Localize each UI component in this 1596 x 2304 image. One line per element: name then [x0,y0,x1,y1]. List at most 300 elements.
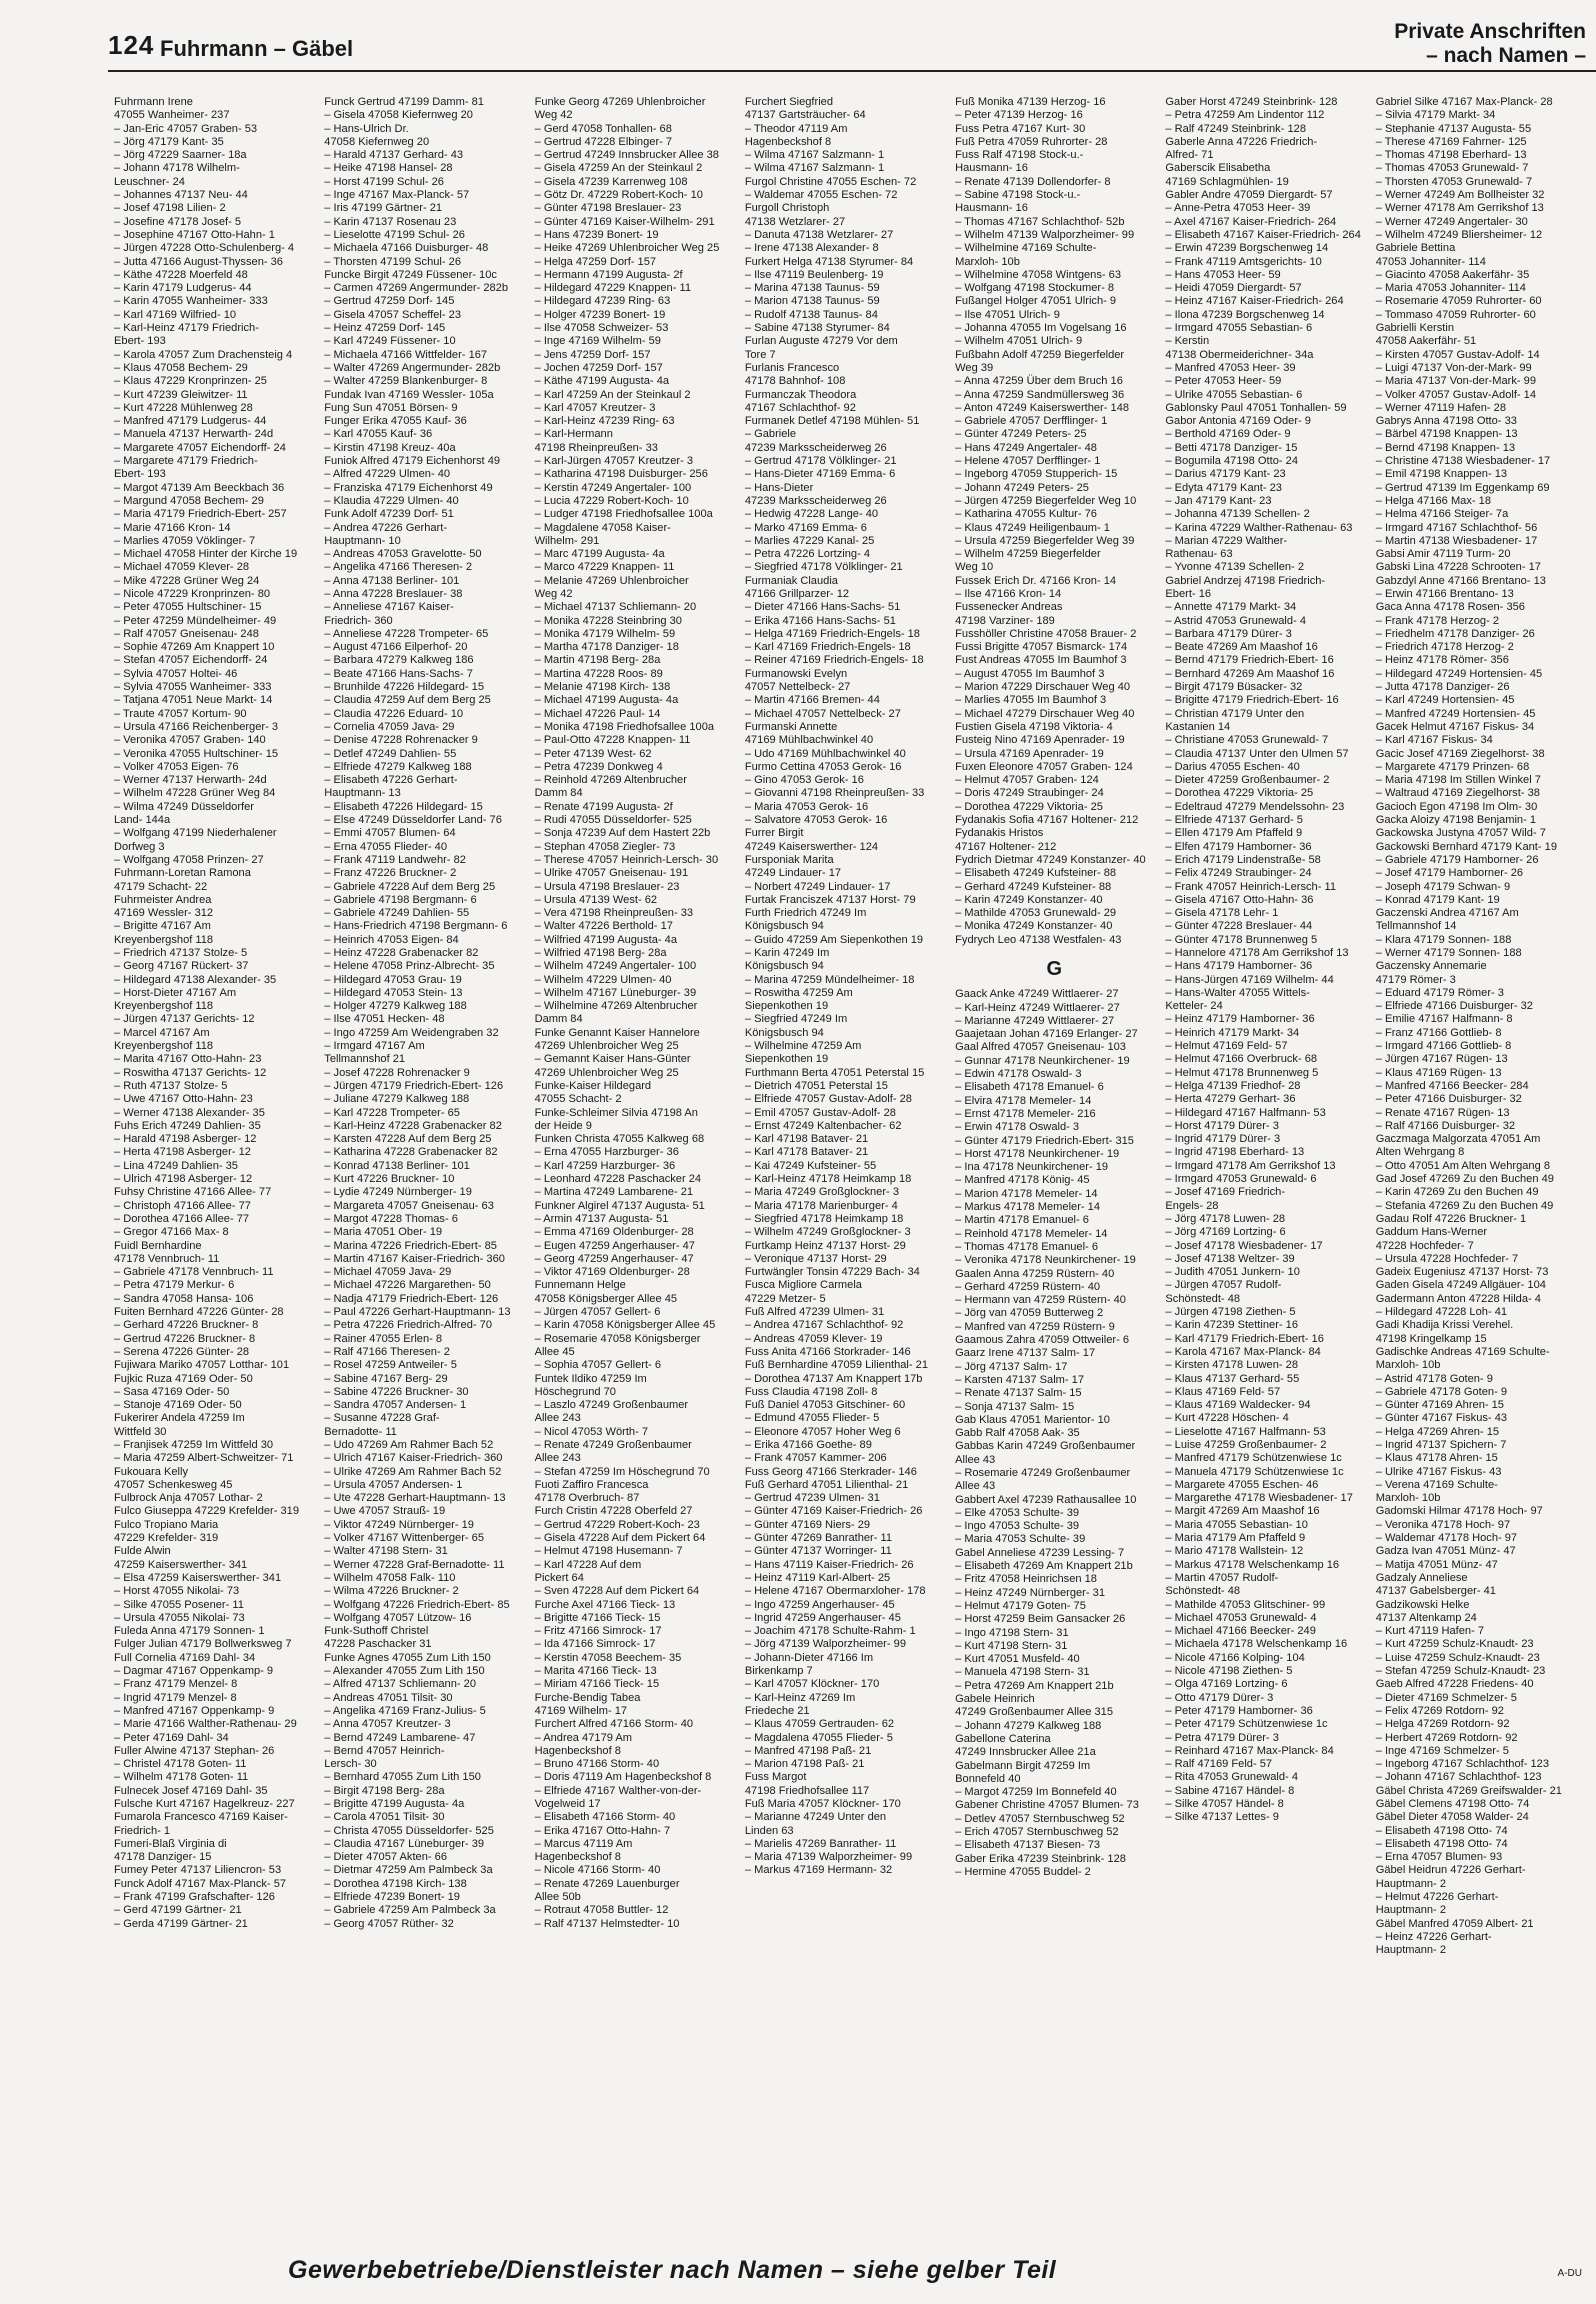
directory-entry: – Otto 47051 Am Alten Wehrgang 8 [1375,1159,1551,1172]
directory-entry: Kreyenbergshof 118 [114,1000,214,1013]
directory-entry: – Wilhelm 47139 Walporzheimer- 99 [955,228,1135,241]
directory-entry: – Katharina 47228 Grabenacker 82 [324,1146,498,1159]
directory-entry: – Marion 47178 Memeler- 14 [955,1187,1098,1200]
directory-entry: – Konrad 47138 Berliner- 101 [324,1159,470,1172]
directory-entry: – Volker 47057 Gustav-Adolf- 14 [1375,388,1537,401]
directory-entry: – Leonhard 47228 Paschacker 24 [534,1173,702,1186]
directory-entry: – Wilma 47249 Düsseldorfer [114,800,254,813]
directory-entry: Furche-Bendig Tabea [534,1691,641,1704]
directory-entry: Fung Sun 47051 Börsen- 9 [324,401,458,414]
directory-entry: – Ursula 47166 Reichenberger- 3 [114,720,279,733]
directory-entry: – Gerhard 47226 Bruckner- 8 [114,1319,259,1332]
directory-entry: – Gerd 47058 Tonhallen- 68 [534,122,672,135]
directory-entry: – Ingrid 47179 Menzel- 8 [114,1691,237,1704]
directory-entry: Ebert- 193 [114,468,166,481]
directory-entry: Fussek Erich Dr. 47166 Kron- 14 [955,574,1117,587]
directory-entry: – Gerhard 47259 Rüstern- 40 [955,1280,1101,1293]
directory-entry: – Danuta 47138 Wetzlarer- 27 [744,228,894,241]
directory-entry: – Birgit 47179 Büsacker- 32 [1165,681,1303,694]
directory-entry: – Monika 47228 Steinbring 30 [534,614,682,627]
directory-entry: – Klaus 47059 Gertrauden- 62 [744,1718,895,1731]
directory-entry: – Edyta 47179 Kant- 23 [1165,481,1282,494]
directory-entry: – Karin 47249 Im [744,947,830,959]
directory-entry: – Ulrike 47057 Gneisenau- 191 [534,867,689,880]
directory-entry: – Veronika 47055 Hultschiner- 15 [114,747,279,760]
directory-entry: – Wilfried 47198 Berg- 28a [534,947,667,959]
directory-entry: – Renate 47199 Augusta- 2f [534,800,673,813]
directory-entry: – Ingeborg 47059 Stupperich- 15 [955,468,1118,481]
directory-entry: Gackowska Justyna 47057 Wild- 7 [1375,827,1546,840]
directory-entry: – Mathilde 47053 Grunewald- 29 [955,907,1117,920]
directory-entry: 47055 Schacht- 2 [534,1093,622,1106]
directory-entry: Fuß Maria 47057 Klöckner- 170 [744,1798,901,1810]
directory-entry: – Klaus 47169 Waldecker- 94 [1165,1399,1311,1412]
directory-entry: – Josef 47228 Rohrenacker 9 [324,1066,470,1079]
directory-entry: – Erwin 47178 Oswald- 3 [955,1121,1080,1134]
directory-entry: Fuleda Anna 47179 Sonnen- 1 [114,1625,265,1638]
directory-entry: Fuß Petra 47059 Ruhrorter- 28 [955,135,1108,148]
directory-entry: – Paul-Otto 47228 Knappen- 11 [534,734,691,747]
directory-entry: – Angelika 47166 Theresen- 2 [324,561,473,574]
directory-entry: – Miriam 47166 Tieck- 15 [534,1678,660,1691]
directory-entry: Fuidl Bernhardine [114,1239,202,1252]
directory-entry: 47053 Johanniter- 114 [1375,255,1486,268]
directory-entry: – Hans 47179 Hamborner- 36 [1165,960,1313,973]
directory-entry: – Bernd 47249 Lambarene- 47 [324,1731,476,1744]
directory-entry: – Bernd 47057 Heinrich- [324,1744,445,1757]
directory-entry: – Marianne 47249 Unter den [744,1811,887,1824]
directory-entry: – Klaus 47169 Rügen- 13 [1375,1066,1502,1079]
directory-entry: Weg 42 [534,109,573,122]
directory-entry: Gaczenski Andrea 47167 Am [1375,907,1519,920]
directory-entry: – Jürgen 47167 Rügen- 13 [1375,1053,1508,1066]
directory-entry: – Ursula 47169 Apenrader- 19 [955,747,1104,760]
directory-entry: – Irmgard 47167 Am [324,1040,425,1053]
directory-entry: – Maria 47179 Friedrich-Ebert- 257 [114,508,287,521]
directory-entry: Gad Josef 47269 Zu den Buchen 49 [1375,1173,1554,1186]
directory-entry: – Manfred 47166 Beecker- 284 [1375,1079,1529,1092]
directory-entry: Gacic Josef 47169 Ziegelhorst- 38 [1375,747,1545,760]
directory-entry: – Michael 47226 Paul- 14 [534,707,661,720]
directory-entry: – Elisabeth 47249 Kufsteiner- 88 [955,867,1117,880]
directory-entry: – Werner 47137 Herwarth- 24d [114,774,267,787]
directory-entry: – Martha 47178 Danziger- 18 [534,641,679,654]
directory-entry: 47179 Schacht- 22 [114,880,208,893]
directory-entry: Gaeb Alfred 47228 Friedens- 40 [1375,1678,1534,1691]
directory-entry: – Jan-Eric 47057 Graben- 53 [114,122,258,135]
directory-entry: Wilhelm- 291 [534,534,600,547]
directory-entry: – Rosemarie 47249 Großenbaumer [955,1466,1131,1479]
directory-entry: – Günter 47178 Brunnenweg 5 [1165,933,1318,946]
directory-entry: – Udo 47169 Mühlbachwinkel 40 [744,747,906,760]
directory-entry: – Marie 47166 Kron- 14 [114,521,231,534]
directory-entry: – Gabriele 47178 Vennbruch- 11 [114,1266,274,1279]
directory-entry: – Siegfried 47178 Heimkamp 18 [744,1212,904,1225]
directory-entry: Funke Genannt Kaiser Hannelore [534,1026,700,1039]
directory-entry: – Reinhold 47178 Memeler- 14 [955,1227,1108,1240]
directory-entry: – Franz 47179 Menzel- 8 [114,1678,238,1691]
directory-entry: – Renate 47269 Lauenburger [534,1877,680,1890]
directory-entry: – Irmgard 47166 Gottlieb- 8 [1375,1040,1512,1053]
directory-entry: – Helma 47166 Steiger- 7a [1375,508,1509,521]
directory-entry: – Sonja 47137 Salm- 15 [955,1400,1075,1413]
directory-entry: – Klaudia 47229 Ulmen- 40 [324,494,459,507]
directory-entry: – Sabine 47138 Styrumer- 84 [744,322,890,335]
directory-entry: – Jörg 47179 Kant- 35 [114,135,224,148]
directory-entry: – Michael 47059 Klever- 28 [114,561,250,574]
directory-entry: – Helmut 47179 Goten- 75 [955,1599,1086,1612]
directory-entry: Fuhsy Christine 47166 Allee- 77 [114,1186,272,1199]
directory-entry: – Irmgard 47178 Am Gerrikshof 13 [1165,1159,1336,1172]
directory-entry: – Rainer 47055 Erlen- 8 [324,1332,443,1345]
directory-entry: Weg 42 [534,587,573,600]
directory-entry: 47249 Lindauer- 17 [744,867,842,880]
directory-entry: – Hildegard 47229 Knappen- 11 [534,282,692,295]
directory-entry: – Denise 47228 Rohrenacker 9 [324,734,478,747]
directory-entry: Engels- 28 [1165,1199,1219,1212]
directory-entry: Furmo Cettina 47053 Gerok- 16 [744,760,902,773]
directory-entry: – Guido 47259 Am Siepenkothen 19 [744,933,924,946]
directory-entry: – Heike 47269 Uhlenbroicher Weg 25 [534,242,720,255]
directory-entry: – Heinz 47226 Gerhart- [1375,1930,1492,1943]
directory-entry: – Karl 47178 Bataver- 21 [744,1146,869,1159]
directory-entry: Fuoti Zaffiro Francesca [534,1478,649,1491]
directory-entry: – Günter 47169 Kaiser-Wilhelm- 291 [534,215,715,228]
directory-entry: Damm 84 [534,1013,583,1026]
directory-entry: – Friedrich 47137 Stolze- 5 [114,947,248,959]
directory-entry: Funtek Ildiko 47259 Im [534,1372,647,1385]
directory-entry: – Petra 47259 Am Lindentor 112 [1165,109,1325,122]
directory-entry: – Helmut 47178 Brunnenweg 5 [1165,1066,1319,1079]
directory-entry: – Gisela 47228 Auf dem Pickert 64 [534,1532,706,1545]
directory-entry: – Jürgen 47259 Biegerfelder Weg 10 [955,494,1137,507]
directory-entry: Gadza Ivan 47051 Münz- 47 [1375,1545,1516,1558]
directory-entry: – Franz 47166 Gottlieb- 8 [1375,1026,1502,1039]
directory-entry: Fumeri-Blaß Virginia di [114,1837,227,1850]
directory-entry: – Erwin 47166 Brentano- 13 [1375,587,1514,600]
directory-entry: – Elisabeth 47198 Otto- 74 [1375,1837,1508,1850]
directory-entry: – Wilhelm 47229 Ulmen- 40 [534,973,672,986]
directory-entry: – Erna 47057 Blumen- 93 [1375,1851,1503,1864]
directory-entry: 47228 Hochfeder- 7 [1375,1239,1474,1252]
directory-entry: – Joachim 47178 Schulte-Rahm- 1 [744,1625,916,1638]
directory-entry: – Manuela 47137 Herwarth- 24d [114,428,274,441]
directory-entry: Fußbahn Adolf 47259 Biegerfelder [955,348,1125,361]
directory-entry: Furmanowski Evelyn [744,667,848,680]
directory-entry: Fuß Daniel 47053 Gitschiner- 60 [744,1399,906,1412]
directory-entry: – Werner 47119 Hafen- 28 [1375,401,1507,414]
directory-entry: – Stephanie 47137 Augusta- 55 [1375,122,1532,135]
directory-entry: Gabriel Silke 47167 Max-Planck- 28 [1375,96,1553,108]
directory-entry: – Carmen 47269 Angermunder- 282b [324,282,509,295]
directory-entry: Hagenbeckshof 8 [534,1851,621,1864]
directory-entry: – Michael 47166 Beecker- 249 [1165,1625,1316,1638]
directory-entry: – Ute 47228 Gerhart-Hauptmann- 13 [324,1492,506,1505]
directory-entry: – Gertrud 47226 Bruckner- 8 [114,1332,256,1345]
directory-entry: – Helga 47269 Ahren- 15 [1375,1425,1500,1438]
directory-entry: – Margund 47058 Bechem- 29 [114,494,264,507]
directory-entry: – Renate 47139 Dollendorfer- 8 [955,175,1111,188]
directory-entry: – Josef 47169 Friedrich- [1165,1186,1286,1199]
directory-entry: – Johanna 47055 Im Vogelsang 16 [955,322,1127,335]
directory-entry: – Hildegard 47239 Ring- 63 [534,295,671,308]
directory-entry: – Barbara 47179 Dürer- 3 [1165,627,1292,640]
directory-entry: – Jürgen 47179 Friedrich-Ebert- 126 [324,1079,504,1092]
directory-entry: – Kurt 47239 Gleiwitzer- 11 [114,388,248,401]
directory-entry: 47169 Wessler- 312 [114,907,214,920]
directory-entry: – Manuela 47198 Stern- 31 [955,1666,1090,1679]
directory-entry: – Karl 47259 An der Steinkaul 2 [534,388,691,401]
directory-entry: – Erwin 47239 Borgschenweg 14 [1165,242,1329,255]
directory-entry: – Waldemar 47178 Hoch- 97 [1375,1532,1518,1545]
directory-entry: Marxloh- 10b [955,255,1020,268]
directory-entry: Königsbusch 94 [744,960,824,973]
directory-entry: – Karl-Heinz 47269 Im [744,1691,856,1704]
directory-entry: – Martin 47198 Berg- 28a [534,654,661,667]
directory-entry: Furgol Christine 47055 Eschen- 72 [744,175,917,188]
directory-entry: – Georg 47167 Rückert- 37 [114,960,249,973]
directory-entry: – Magdalena 47055 Flieder- 5 [744,1731,893,1744]
directory-entry: – Siegfried 47178 Völklinger- 21 [744,561,903,574]
directory-entry: – Ralf 47057 Gneisenau- 248 [114,627,259,640]
directory-entry: Schönstedt- 48 [1165,1292,1241,1305]
directory-entry: – Dorothea 47229 Viktoria- 25 [955,800,1103,813]
section-title-line2: – nach Namen – [1426,44,1586,67]
directory-entry: – Karl 47169 Friedrich-Engels- 18 [744,641,911,654]
directory-entry: – August 47166 Eilperhof- 20 [324,641,468,654]
directory-entry: 47058 Aakerfähr- 51 [1375,335,1477,348]
footer-note: Gewerbebetriebe/Dienstleister nach Namen – siehe gelber Teil [288,2256,1057,2284]
directory-entry: Gabbas Karin 47249 Großenbaumer [955,1440,1136,1453]
directory-entry: Funke-Kaiser Hildegard [534,1079,652,1092]
directory-entry: – Wilfried 47199 Augusta- 4a [534,933,678,946]
directory-entry: Fuller Alwine 47137 Stephan- 26 [114,1744,275,1757]
directory-entry: – Horst 47055 Nikolai- 73 [114,1585,240,1598]
directory-entry: – Heidi 47059 Diergardt- 57 [1165,282,1302,295]
directory-entry: – Felix 47249 Straubinger- 24 [1165,867,1312,880]
directory-entry: Hauptmann- 13 [324,787,401,800]
directory-entry: – Marita 47167 Otto-Hahn- 23 [114,1053,262,1066]
directory-entry: – Klara 47179 Sonnen- 188 [1375,933,1512,946]
directory-entry: Fuxen Eleonore 47057 Graben- 124 [955,760,1133,773]
directory-entry: Gadermann Anton 47228 Hilda- 4 [1375,1292,1541,1305]
directory-entry: – Günter 47198 Breslauer- 23 [534,202,682,215]
directory-entry: – Maria 47179 Am Pfaffeld 9 [1165,1532,1306,1545]
directory-entry: – Claudia 47137 Unter den Ulmen 57 [1165,747,1349,760]
directory-entry: Fujiwara Mariko 47057 Lotthar- 101 [114,1359,290,1372]
directory-entry: – Udo 47269 Am Rahmer Bach 52 [324,1438,494,1451]
directory-entry: – Wilhelm 47167 Lüneburger- 39 [534,986,697,999]
directory-entry: – Manfred 47178 König- 45 [955,1174,1090,1187]
directory-entry: – Viktor 47169 Oldenburger- 28 [534,1266,690,1279]
directory-entry: – Bogumila 47198 Otto- 24 [1165,455,1299,468]
directory-entry: – Walter 47198 Stern- 31 [324,1545,448,1558]
directory-entry: Fussi Brigitte 47057 Bismarck- 174 [955,641,1128,654]
directory-entry: Furth Friedrich 47249 Im [744,907,867,920]
directory-entry: – Anna 47138 Berliner- 101 [324,574,460,587]
directory-entry: – Andreas 47053 Gravelotte- 50 [324,548,482,561]
directory-entry: – Anneliese 47167 Kaiser- [324,601,454,614]
directory-entry: Hauptmann- 2 [1375,1877,1446,1890]
directory-entry: – Hildegard 47228 Loh- 41 [1375,1306,1508,1319]
directory-entry: – Anna 47228 Breslauer- 38 [324,587,463,600]
directory-entry: Gaajetaan Johan 47169 Erlanger- 27 [955,1028,1138,1041]
directory-entry: – Elisabeth 47137 Biesen- 73 [955,1839,1101,1852]
directory-entry: – Margot 47228 Thomas- 6 [324,1212,458,1225]
directory-entry: – Jutta 47166 August-Thyssen- 36 [114,255,283,268]
directory-entry: – Rosel 47259 Antweiler- 5 [324,1359,457,1372]
directory-entry: – Michael 47057 Nettelbeck- 27 [744,707,901,720]
directory-entry: – Ralf 47166 Theresen- 2 [324,1345,450,1358]
directory-entry: – Elfriede 47057 Gustav-Adolf- 28 [744,1093,912,1106]
directory-entry: Fujkic Ruza 47169 Oder- 50 [114,1372,253,1385]
directory-entry: – Heinz 47167 Kaiser-Friedrich- 264 [1165,295,1344,308]
directory-entry: Fuhrmann-Loretan Ramona [114,867,251,880]
directory-entry: – Nicole 47166 Storm- 40 [534,1864,661,1877]
directory-entry: – Kerstin [1165,335,1210,348]
directory-entry: – Wilhelm 47228 Grüner Weg 84 [114,787,276,800]
directory-entry: Furchert Siegfried [744,96,834,108]
directory-entry: – Elisabeth 47178 Emanuel- 6 [955,1081,1104,1094]
directory-entry: – Joseph 47179 Schwan- 9 [1375,880,1511,893]
directory-entry: Gabriel Andrzej 47198 Friedrich- [1165,574,1326,587]
directory-entry: Fuss Petra 47167 Kurt- 30 [955,122,1086,135]
directory-entry: Fuss Ralf 47198 Stock-u.- [955,149,1084,162]
directory-entry: – Michael 47137 Schliemann- 20 [534,601,697,614]
directory-entry: – Helmut 47057 Graben- 124 [955,774,1099,787]
directory-entry: – Josef 47198 Lilien- 2 [114,202,226,215]
directory-entry: – Karl-Heinz 47239 Ring- 63 [534,415,675,428]
directory-entry: – Karl 47249 Füssener- 10 [324,335,456,348]
directory-entry: Lersch- 30 [324,1758,377,1771]
directory-entry: – Erna 47055 Flieder- 40 [324,840,448,853]
directory-entry: – Karl 47055 Kauf- 36 [324,428,433,441]
directory-entry: – Horst 47199 Schul- 26 [324,175,444,188]
directory-entry: Fulger Julian 47179 Bollwerksweg 7 [114,1638,292,1651]
directory-entry: Tellmannshof 21 [324,1053,406,1066]
directory-entry: – Marcel 47167 Am [114,1026,210,1039]
directory-entry: Gadzaly Anneliese [1375,1571,1468,1584]
directory-entry: – Elvira 47178 Memeler- 14 [955,1094,1092,1107]
directory-entry: Hausmann- 16 [955,202,1028,215]
directory-entry: Funke-Schleimer Silvia 47198 An [534,1106,698,1119]
directory-entry: – Kurt 47228 Höschen- 4 [1165,1412,1289,1425]
directory-entry: – Peter 47139 West- 62 [534,747,652,760]
directory-entry: – Gabriele [744,428,797,441]
directory-entry: – Kerstin 47249 Angertaler- 100 [534,481,692,494]
directory-entry: – Michael 47058 Hinter der Kirche 19 [114,548,298,561]
directory-entry: – Brigitte 47167 Am [114,920,211,933]
directory-entry: – Harald 47198 Asberger- 12 [114,1133,257,1146]
directory-entry: – Thomas 47178 Emanuel- 6 [955,1240,1098,1253]
directory-entry: – Michael 47059 Java- 29 [324,1266,452,1279]
directory-entry: – Reinhard 47167 Max-Planck- 84 [1165,1744,1334,1757]
directory-entry: – Sophie 47269 Am Knappert 10 [114,641,275,654]
directory-entry: 47198 Friedhofsallee 117 [744,1784,870,1797]
directory-entry: – Jürgen 47198 Ziethen- 5 [1165,1306,1296,1319]
directory-entry: – Kurt 47226 Bruckner- 10 [324,1173,455,1186]
directory-entry: Gäbel Dieter 47058 Walder- 24 [1375,1811,1529,1824]
directory-entry: – Karl 47228 Trompeter- 65 [324,1106,460,1119]
directory-entry: – Katharina 47198 Duisburger- 256 [534,468,708,481]
directory-entry: – Gabriele 47178 Goten- 9 [1375,1385,1508,1398]
directory-entry: – Günter 47228 Breslauer- 44 [1165,920,1313,933]
directory-entry: – Kurt 47051 Musfeld- 40 [955,1653,1080,1666]
directory-entry: – Günter 47179 Friedrich-Ebert- 315 [955,1134,1134,1147]
directory-entry: – Gerd 47199 Gärtner- 21 [114,1904,242,1917]
directory-entry: – Ilona 47239 Borgschenweg 14 [1165,308,1325,321]
directory-column [739,96,949,2208]
directory-entry: – Gabriele 47228 Auf dem Berg 25 [324,880,496,893]
directory-entry: – Heike 47198 Hansel- 28 [324,162,453,175]
directory-entry: 47228 Paschacker 31 [324,1638,432,1651]
directory-entry: – Walter 47269 Angermunder- 282b [324,361,501,374]
directory-entry: Gaddum Hans-Werner [1375,1226,1488,1239]
directory-entry: Linden 63 [744,1824,794,1837]
directory-entry: – Reinhold 47269 Altenbrucher [534,774,687,787]
directory-entry: Fydanakis Sofia 47167 Holtener- 212 [955,814,1139,827]
directory-entry: Furthmann Berta 47051 Peterstal 15 [744,1066,925,1079]
directory-entry: – Sophia 47057 Gellert- 6 [534,1359,661,1372]
directory-entry: – Yvonne 47139 Schellen- 2 [1165,561,1304,574]
directory-entry: Funiok Alfred 47179 Eichenhorst 49 [324,455,501,468]
directory-entry: – Andrea 47167 Schlachthof- 92 [744,1319,904,1332]
directory-entry: Land- 144a [114,814,171,827]
directory-entry: – Viktor 47249 Nürnberger- 19 [324,1518,474,1531]
directory-entry: Gaber Erika 47239 Steinbrink- 128 [955,1852,1126,1865]
directory-entry: – Christa 47055 Düsseldorfer- 525 [324,1824,494,1837]
directory-entry: – Hildegard 47249 Hortensien- 45 [1375,667,1543,680]
directory-entry: – Heinz 47119 Karl-Albert- 25 [744,1571,891,1584]
directory-entry: – Veronique 47137 Horst- 29 [744,1252,887,1265]
directory-entry: – Veronika 47178 Neunkirchener- 19 [955,1254,1136,1267]
directory-entry: – Erna 47055 Harzburger- 36 [534,1146,679,1159]
directory-entry: – Birgit 47198 Berg- 28a [324,1784,445,1797]
directory-entry: – Gerda 47199 Gärtner- 21 [114,1917,248,1930]
directory-entry: Gäbel Heidrun 47226 Gerhart- [1375,1864,1526,1877]
directory-entry: – Otto 47179 Dürer- 3 [1165,1691,1274,1704]
directory-entry: – Marco 47229 Knappen- 11 [534,561,675,574]
directory-entry: – Thomas 47198 Eberhard- 13 [1375,149,1527,162]
directory-entry: – Stephan 47058 Ziegler- 73 [534,840,676,853]
directory-entry: – Stefan 47057 Eichendorff- 24 [114,654,268,667]
directory-entry: – Michaela 47178 Welschenkamp 16 [1165,1638,1348,1651]
directory-entry: Fulco Giuseppa 47229 Krefelder- 319 [114,1505,300,1518]
directory-entry: Furlan Auguste 47279 Vor dem [744,335,898,348]
directory-entry: – Paul 47226 Gerhart-Hauptmann- 13 [324,1306,511,1319]
directory-entry: – Anneliese 47228 Trompeter- 65 [324,627,489,640]
directory-entry: Fuiten Bernhard 47226 Günter- 28 [114,1306,284,1319]
directory-entry: Vogelweid 17 [534,1798,601,1810]
directory-entry: – Kurt 47228 Mühlenweg 28 [114,401,253,414]
directory-entry: – Stefania 47269 Zu den Buchen 49 [1375,1199,1554,1212]
directory-entry: – Karin 47239 Stettiner- 16 [1165,1319,1299,1332]
directory-entry: – Melanie 47198 Kirch- 138 [534,681,671,694]
directory-entry: – Ingo 47259 Am Weidengraben 32 [324,1026,499,1039]
directory-entry: Friedrich- 360 [324,614,393,627]
directory-entry: – Lieselotte 47199 Schul- 26 [324,228,465,241]
directory-entry: – Maria 47259 Albert-Schweitzer- 71 [114,1452,294,1465]
directory-entry: – Käthe 47199 Augusta- 4a [534,375,670,388]
directory-entry: – Eugen 47259 Angerhauser- 47 [534,1239,695,1252]
directory-entry: – Wilhelm 47058 Falk- 110 [324,1571,456,1584]
directory-entry: Wittfeld 30 [114,1425,167,1438]
directory-entry: – Elfriede 47279 Kalkweg 188 [324,760,472,773]
directory-entry: – Karl 47057 Kreutzer- 3 [534,401,656,414]
directory-entry: – Ernst 47249 Kaltenbacher- 62 [744,1119,902,1132]
directory-entry: Furlanis Francesco [744,361,840,374]
directory-entry: 47058 Kiefernweg 20 [324,135,430,148]
